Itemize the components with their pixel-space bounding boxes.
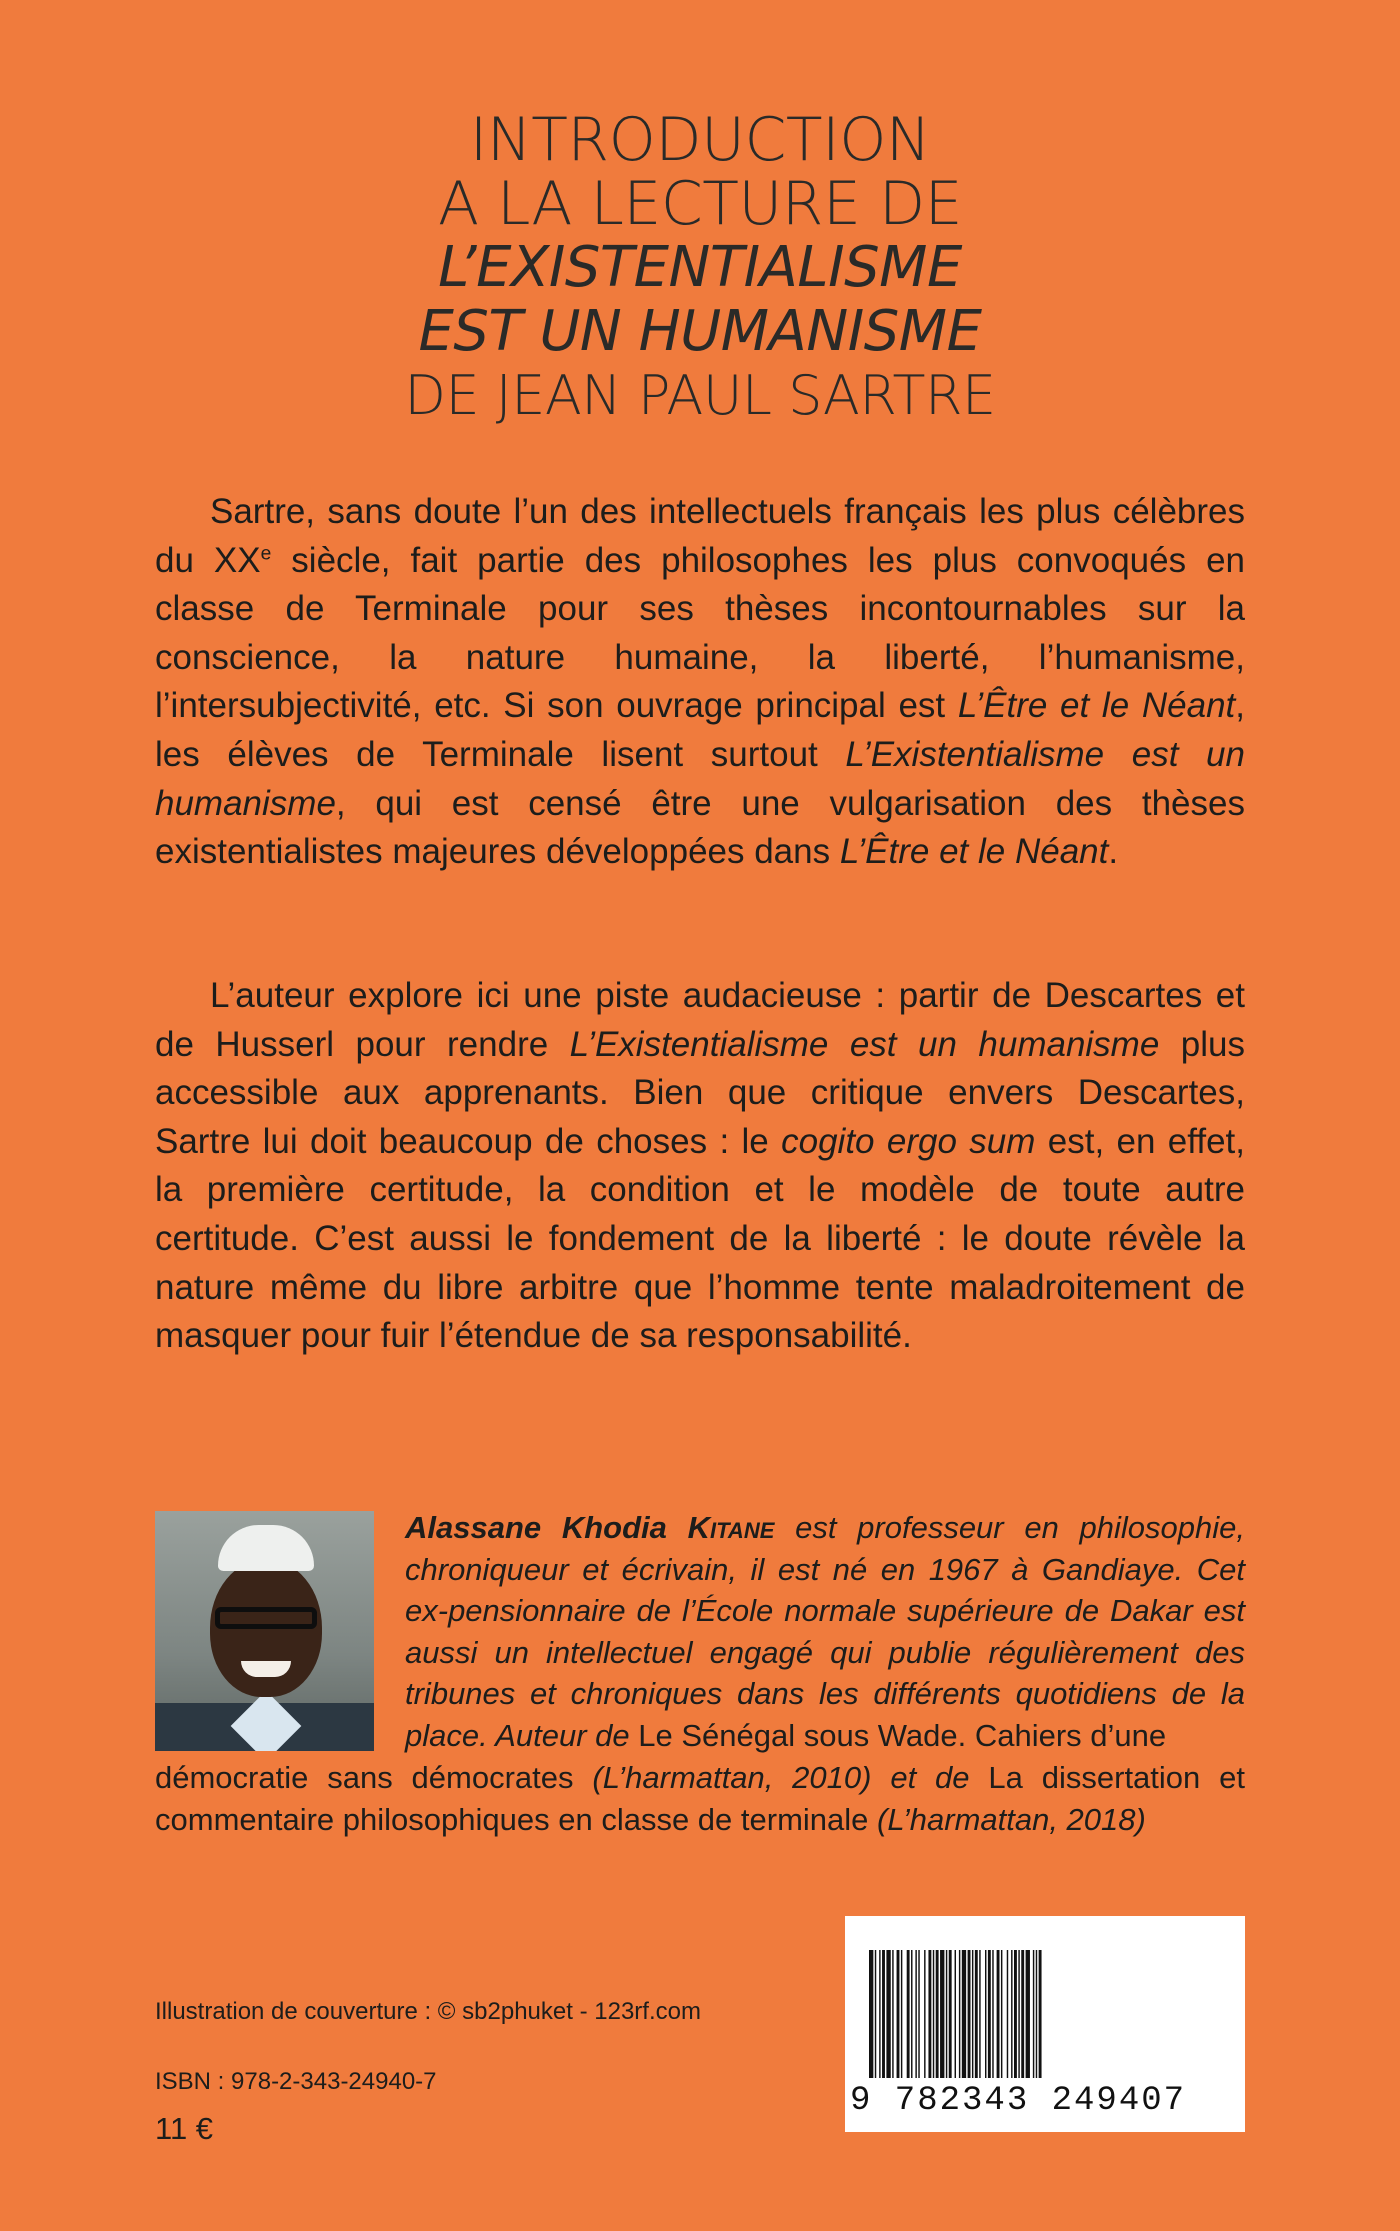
barcode-bar: [1001, 1950, 1002, 2078]
barcode-bar: [1033, 1950, 1034, 2078]
barcode-bar: [915, 1950, 916, 2078]
barcode-bar: [907, 1950, 910, 2078]
barcode-bar: [992, 1950, 993, 2078]
book-title-2: La dissertation et commentaire philosophiques en classe de terminale: [155, 1760, 1245, 1837]
barcode-bar: [949, 1950, 952, 2078]
barcode-bar: [924, 1950, 925, 2078]
barcode-bar: [936, 1950, 939, 2078]
barcode-bar: [985, 1950, 986, 2078]
barcode-bar: [901, 1950, 902, 2078]
barcode-bar: [940, 1950, 944, 2078]
barcode-bar: [1036, 1950, 1037, 2078]
barcode-digits: 9 782343 249407: [850, 2082, 1187, 2120]
author-bio-continued: démocratie sans démocrates (L’harmattan, 2010) et de La dissertation et commentaire philosophiques en classe de terminale (L’harmattan, 2018): [155, 1760, 1245, 1837]
illustration-credit: Illustration de couverture : © sb2phuket - 123rf.com: [155, 1998, 701, 2025]
author-surname: Kitane: [687, 1510, 775, 1545]
price: 11 €: [155, 2111, 214, 2146]
barcode-bar: [869, 1950, 873, 2078]
author-bio: Alassane Khodia Kitane est professeur en philosophie, chroniqueur et écrivain, il est né en 1967 à Gandiaye. Cet ex-pensionnaire de l’École normale supérieure de Dakar est aussi un intellectuel engagé qui publie régulièrement des tribunes et chroniques dans les différents quotidiens de la place. Auteur de Le Sénégal sous Wade. Cahiers d’une: [405, 1510, 1245, 1753]
barcode-bar: [1007, 1950, 1008, 2078]
barcode-bar: [962, 1950, 966, 2078]
barcode-bar: [1011, 1950, 1012, 2078]
barcode-bar: [875, 1950, 876, 2078]
book-title-1: Le Sénégal sous Wade. Cahiers d’une: [638, 1717, 1167, 1753]
barcode: [845, 1916, 1245, 2132]
title-line-2: A LA LECTURE DE: [437, 169, 963, 239]
barcode-bar: [911, 1950, 912, 2078]
barcode-bar: [959, 1950, 960, 2078]
barcode-bar: [886, 1950, 890, 2078]
barcode-bar: [1014, 1950, 1017, 2078]
author-name: Alassane Khodia: [405, 1510, 667, 1545]
barcode-bar: [933, 1950, 934, 2078]
title-line-5: DE JEAN PAUL SARTRE: [404, 364, 996, 427]
barcode-bar: [968, 1950, 971, 2078]
barcode-bar: [1026, 1950, 1030, 2078]
barcode-bar: [946, 1950, 947, 2078]
barcode-bar: [918, 1950, 919, 2078]
book-title: [0, 105, 1400, 428]
summary-paragraph-1: Sartre, sans doute l’un des intellectuels français les plus célèbres du XXe siècle, fait partie des philosophes les plus convoqués en classe de Terminale pour ses thèses incontournables sur la conscience, la nature humaine, la liberté, l’humanisme, l’intersubjectivité, etc. Si son ouvrage principal est L’Être et le Néant, les élèves de Terminale lisent surtout L’Existentialisme est un humanisme, qui est censé être une vulgarisation des thèses existentialistes majeures développées dans L’Être et le Néant.: [155, 492, 1245, 872]
barcode-bar: [997, 1950, 1000, 2078]
barcode-bar: [882, 1950, 885, 2078]
barcode-bar: [928, 1950, 931, 2078]
barcode-bar: [879, 1950, 880, 2078]
barcode-bar: [897, 1950, 900, 2078]
isbn: ISBN : 978-2-343-24940-7: [155, 2068, 437, 2095]
barcode-icon: [867, 1950, 1223, 2078]
barcode-bar: [988, 1950, 991, 2078]
author-photo: [155, 1511, 374, 1751]
barcode-bar: [1021, 1950, 1024, 2078]
barcode-bar: [1039, 1950, 1042, 2078]
barcode-bar: [975, 1950, 978, 2078]
barcode-bar: [892, 1950, 893, 2078]
barcode-bar: [979, 1950, 980, 2078]
barcode-bar: [1018, 1950, 1019, 2078]
title-line-4: EST UN HUMANISME: [418, 299, 982, 364]
barcode-bar: [972, 1950, 973, 2078]
book-title-1-end: démocratie sans démocrates: [155, 1760, 574, 1795]
title-line-3: L’EXISTENTIALISME: [438, 235, 962, 300]
summary-paragraph-2: L’auteur explore ici une piste audacieuse : partir de Descartes et de Husserl pour rendre L’Existentialisme est un humanisme plus accessible aux apprenants. Bien que critique envers Descartes, Sartre lui doit beaucoup de choses : le cogito ergo sum est, en effet, la première certitude, la condition et le modèle de toute autre certitude. C’est aussi le fondement de la liberté : le doute révèle la nature même du libre arbitre que l’homme tente maladroitement de masquer pour fuir l’étendue de sa responsabilité.: [155, 976, 1245, 1356]
barcode-bar: [955, 1950, 956, 2078]
title-line-1: INTRODUCTION: [469, 105, 931, 175]
